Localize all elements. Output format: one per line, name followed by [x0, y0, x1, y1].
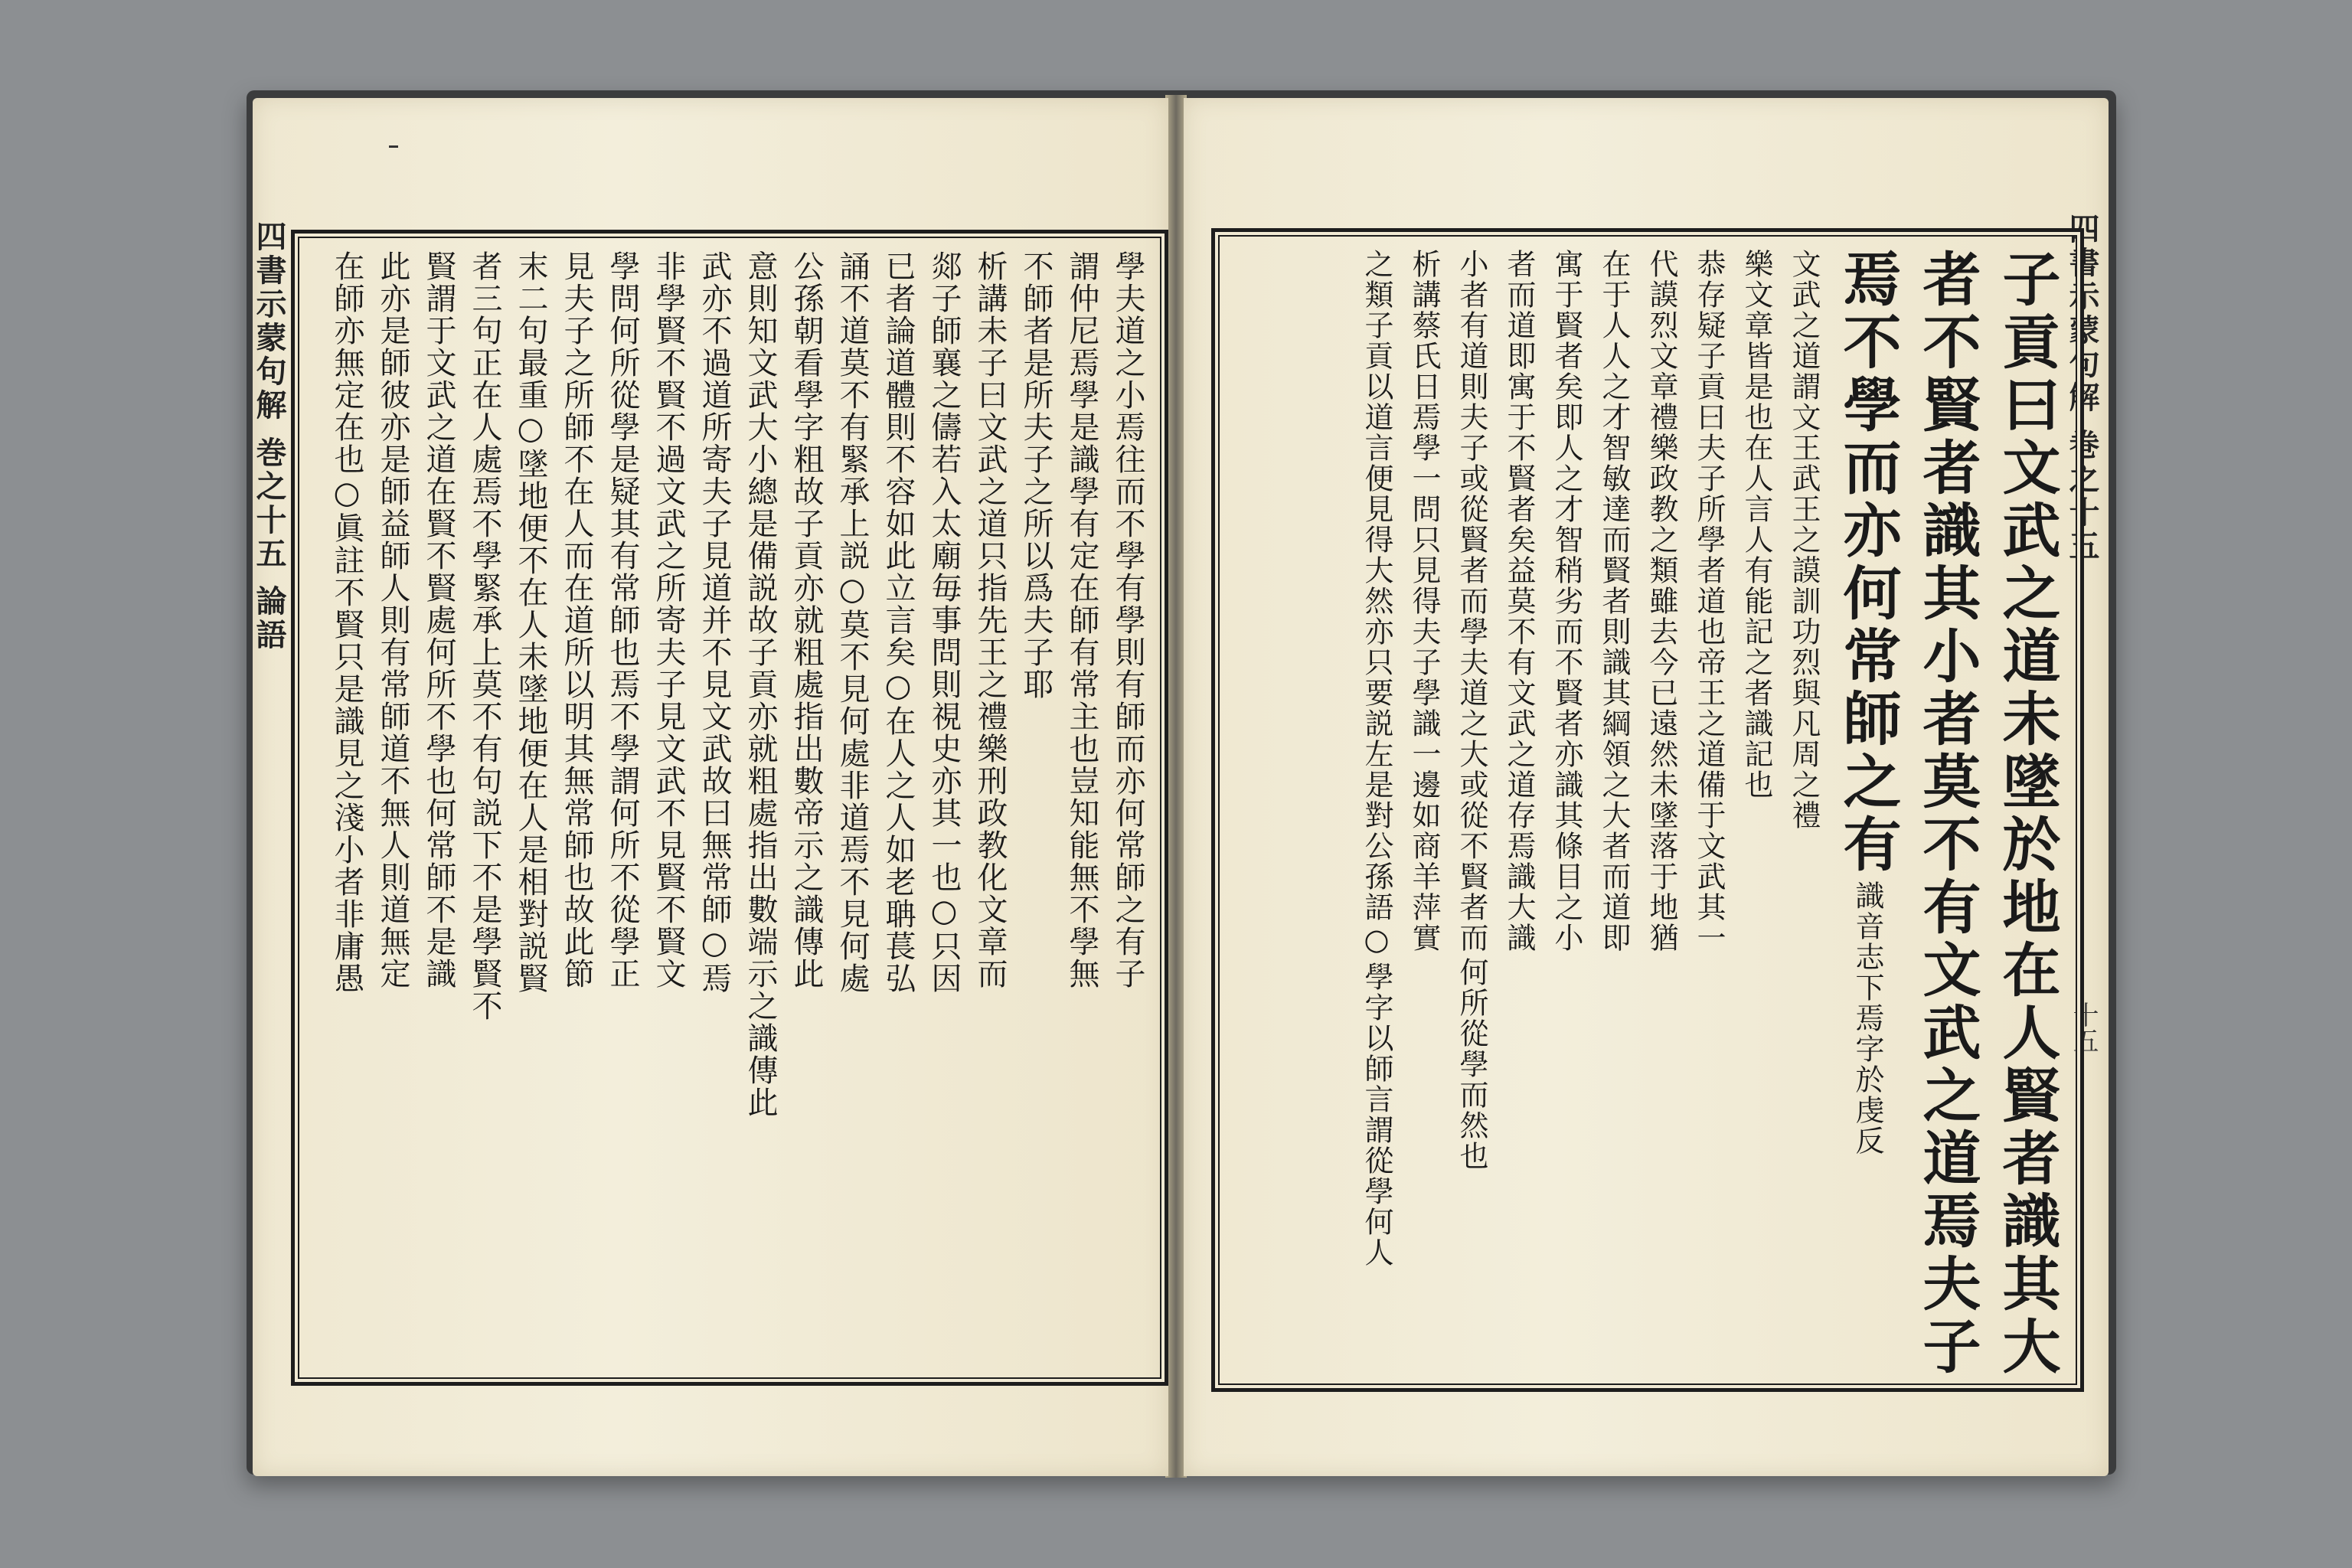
text-column: 何所從學而然也	[1455, 957, 1488, 1172]
main-text-column: 者不賢者識其小者莫不有文武之道焉夫子	[1913, 249, 1981, 1379]
text-column: 已者論道體則不容如此立言矣○在人之人如老聃萇弘	[880, 250, 916, 995]
text-column: 末二句最重○墜地便不在人未墜地便在人是相對説賢	[513, 250, 548, 995]
text-column: 析講未子曰文武之道只指先王之禮樂刑政教化文章而	[972, 250, 1008, 990]
text-column: 代謨烈文章禮樂政教之類雖去今已遠然未墜落于地猶	[1645, 249, 1678, 953]
right-page	[1184, 98, 2109, 1476]
right-text-columns	[1229, 249, 2066, 1379]
text-column: 者而道即寓于不賢者矣益莫不有文武之道存焉識大識	[1502, 249, 1536, 953]
text-column: 謂仲尼焉學是識學有定在師有常主也豈知能無不學無	[1064, 250, 1099, 990]
folio-number: 十五	[2068, 1001, 2099, 1054]
text-column: 公孫朝看學字粗故子貢亦就粗處指出數帝示之識傳此	[789, 250, 824, 990]
text-column: 學問何所從學是疑其有常師也焉不學謂何所不從學正	[605, 250, 640, 990]
left-page	[253, 98, 1168, 1476]
text-column: 非學賢不賢不過文武之所寄夫子見文武不見賢不賢文	[651, 250, 686, 990]
text-column: 學字以師言謂從學何人	[1360, 962, 1393, 1269]
text-column: 學夫道之小焉往而不學有學則有師而亦何常師之有子	[1110, 250, 1145, 990]
text-column: 文武之道謂文王武王之謨訓功烈與凡周之禮	[1787, 249, 1821, 831]
text-column: 誦不道莫不有緊承上説○莫不見何處非道焉不見何處	[835, 250, 870, 995]
left-margin-title: 四書示蒙句解 巻之十五 論語	[251, 220, 287, 652]
text-column: 樂文章皆是也在人言人有能記之者識記也	[1740, 249, 1773, 800]
text-column: 者三句正在人處焉不學緊承上莫不有句説下不是學賢不	[467, 250, 502, 1022]
pronunciation-note: 識音志下焉字於虔反	[1851, 880, 1884, 1157]
left-text-frame	[291, 230, 1168, 1386]
text-column: 意則知文武大小總是備説故子貢亦就粗處指出數端示之識傳此	[743, 250, 778, 1119]
text-column: 恭存疑子貢曰夫子所學者道也帝王之道備于文武其一	[1692, 249, 1726, 953]
text-column: 析講蔡氏日焉學一問只見得夫子學識一邊如商羊萍實	[1407, 249, 1441, 953]
text-column: 小者有道則夫子或從賢者而學夫道之大或從不賢者而	[1455, 249, 1488, 953]
text-column: 在師亦無定在也○眞註不賢只是識見之淺小者非庸愚	[329, 250, 364, 995]
text-column: 見夫子之所師不在人而在道所以明其無常師也故此節	[559, 250, 594, 990]
main-text-column: 焉不學而亦何常師之有	[1834, 249, 1902, 877]
page-mark	[389, 145, 398, 148]
text-column: 之類子貢以道言便見得大然亦只要説左是對公孫語○	[1360, 249, 1393, 958]
text-column: 不師者是所夫子之所以爲夫子耶	[1018, 250, 1054, 701]
left-text-columns	[309, 250, 1151, 1365]
main-text-column: 子貢曰文武之道未墜於地在人賢者識其大	[1993, 249, 2061, 1379]
text-column: 郯子師襄之儔若入太廟毎事問則視史亦其一也○只因	[926, 250, 962, 995]
text-column: 在于人人之才智敏達而賢者則識其綱領之大者而道即	[1597, 249, 1631, 953]
right-margin-title: 四書示蒙句解 巻之十五	[2064, 213, 2100, 564]
text-column: 武亦不過道所寄夫子見道并不見文武故曰無常師○焉	[697, 250, 732, 995]
text-column: 此亦是師彼亦是師益師人則有常師道不無人則道無定	[375, 250, 410, 990]
text-column: 賢謂于文武之道在賢不賢處何所不學也何常師不是識	[421, 250, 456, 990]
right-text-frame	[1211, 228, 2084, 1392]
text-column: 寓于賢者矣即人之才智稍劣而不賢者亦識其條目之小	[1550, 249, 1583, 953]
